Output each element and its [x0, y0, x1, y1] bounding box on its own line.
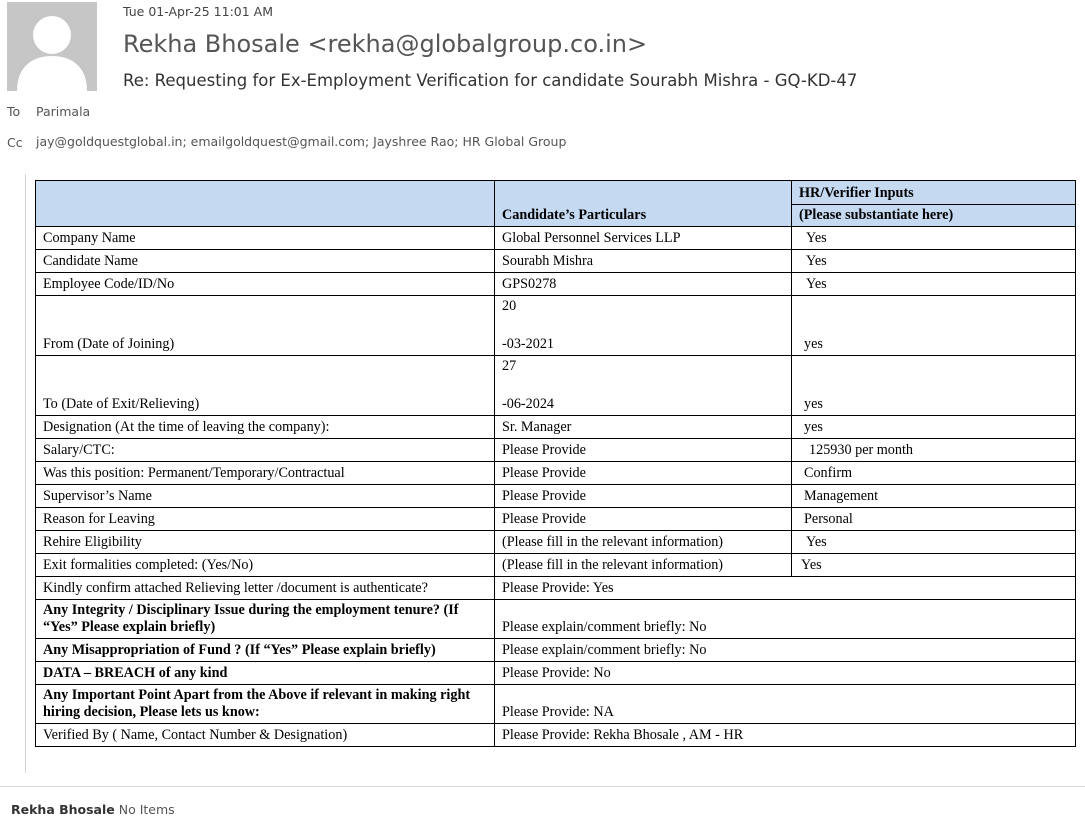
- row-particular: Please Provide: [495, 462, 792, 485]
- row-input: yes: [792, 356, 1076, 416]
- table-row: [36, 485, 1076, 508]
- footer-bar: [11, 802, 175, 817]
- row-input: Yes: [792, 227, 1076, 250]
- footer-divider: [0, 786, 1085, 787]
- row-label: Was this position: Permanent/Temporary/Contractual: [36, 462, 495, 485]
- row-label: Designation (At the time of leaving the company):: [36, 416, 495, 439]
- row-label: Salary/CTC:: [36, 439, 495, 462]
- row-label: Company Name: [36, 227, 495, 250]
- table-row: [36, 250, 1076, 273]
- to-label: To: [7, 104, 21, 119]
- table-row: [36, 296, 1076, 356]
- table-row: [36, 600, 1076, 639]
- table-row: [36, 554, 1076, 577]
- row-input: Confirm: [792, 462, 1076, 485]
- row-particular: (Please fill in the relevant information): [495, 531, 792, 554]
- row-label: Verified By ( Name, Contact Number & Designation): [36, 724, 495, 747]
- row-input: Personal: [792, 508, 1076, 531]
- table-row: [36, 685, 1076, 724]
- row-merged-value: Please Provide: Yes: [495, 577, 1076, 600]
- row-input: Management: [792, 485, 1076, 508]
- row-input: Yes: [792, 554, 1076, 577]
- row-particular-date: [495, 356, 792, 416]
- row-label: Any Important Point Apart from the Above if relevant in making right hiring decision, Please lets us know:: [36, 685, 495, 724]
- table-row: [36, 227, 1076, 250]
- row-merged-value: Please Provide: No: [495, 662, 1076, 685]
- row-label: To (Date of Exit/Relieving): [36, 356, 495, 416]
- row-label: Exit formalities completed: (Yes/No): [36, 554, 495, 577]
- table-row: [36, 662, 1076, 685]
- table-row: [36, 356, 1076, 416]
- row-label: Reason for Leaving: [36, 508, 495, 531]
- table-row: [36, 416, 1076, 439]
- email-subject: Re: Requesting for Ex-Employment Verification for candidate Sourabh Mishra - GQ-KD-47: [123, 71, 858, 90]
- date-month-year: -03-2021: [502, 336, 555, 352]
- row-input: Yes: [792, 273, 1076, 296]
- row-label: Supervisor’s Name: [36, 485, 495, 508]
- to-recipients[interactable]: Parimala: [36, 104, 91, 119]
- email-sender[interactable]: Rekha Bhosale <rekha@globalgroup.co.in>: [123, 30, 648, 58]
- row-input: 125930 per month: [792, 439, 1076, 462]
- footer-sender-name[interactable]: Rekha Bhosale: [11, 802, 115, 817]
- row-particular: Please Provide: [495, 439, 792, 462]
- header-cell-blank: [36, 181, 495, 227]
- table-row: [36, 439, 1076, 462]
- row-merged-value: Please Provide: Rekha Bhosale , AM - HR: [495, 724, 1076, 747]
- footer-status: No Items: [118, 802, 175, 817]
- row-label: Kindly confirm attached Relieving letter /document is authenticate?: [36, 577, 495, 600]
- row-input: Yes: [792, 250, 1076, 273]
- header-candidate-particulars: Candidate’s Particulars: [495, 181, 792, 227]
- person-placeholder-icon: [7, 2, 97, 91]
- row-particular: Sr. Manager: [495, 416, 792, 439]
- cc-label: Cc: [7, 135, 23, 150]
- verification-table: [35, 180, 1076, 747]
- date-day: 27: [502, 358, 517, 374]
- row-input: Yes: [792, 531, 1076, 554]
- row-merged-value: Please explain/comment briefly: No: [495, 639, 1076, 662]
- row-input: yes: [792, 416, 1076, 439]
- table-header-row: [36, 181, 1076, 227]
- row-particular: Sourabh Mishra: [495, 250, 792, 273]
- header-hr-verifier: [792, 181, 1076, 227]
- header-hr-inputs: HR/Verifier Inputs: [792, 185, 1075, 205]
- table-row: [36, 508, 1076, 531]
- header-substantiate: (Please substantiate here): [799, 207, 954, 223]
- table-row: [36, 724, 1076, 747]
- row-label: Candidate Name: [36, 250, 495, 273]
- row-label: Rehire Eligibility: [36, 531, 495, 554]
- sender-avatar: [7, 2, 97, 91]
- cc-recipients[interactable]: jay@goldquestglobal.in; emailgoldquest@gmail.com; Jayshree Rao; HR Global Group: [36, 134, 567, 149]
- row-input: yes: [792, 296, 1076, 356]
- row-particular-date: [495, 296, 792, 356]
- row-label: Any Integrity / Disciplinary Issue during the employment tenure? (If “Yes” Please explain briefly): [36, 600, 495, 639]
- row-merged-value: Please Provide: NA: [495, 685, 1076, 724]
- table-row: [36, 531, 1076, 554]
- table-row: [36, 273, 1076, 296]
- row-label: Any Misappropriation of Fund ? (If “Yes” Please explain briefly): [36, 639, 495, 662]
- row-label: From (Date of Joining): [36, 296, 495, 356]
- row-label: Employee Code/ID/No: [36, 273, 495, 296]
- table-row: [36, 577, 1076, 600]
- row-particular: (Please fill in the relevant information): [495, 554, 792, 577]
- table-row: [36, 639, 1076, 662]
- row-particular: Please Provide: [495, 485, 792, 508]
- date-month-year: -06-2024: [502, 396, 555, 412]
- quote-divider: [25, 174, 26, 773]
- row-merged-value: Please explain/comment briefly: No: [495, 600, 1076, 639]
- row-particular: Please Provide: [495, 508, 792, 531]
- row-particular: GPS0278: [495, 273, 792, 296]
- row-particular: Global Personnel Services LLP: [495, 227, 792, 250]
- email-datetime: Tue 01-Apr-25 11:01 AM: [123, 4, 274, 19]
- row-label: DATA – BREACH of any kind: [36, 662, 495, 685]
- table-row: [36, 462, 1076, 485]
- date-day: 20: [502, 298, 517, 314]
